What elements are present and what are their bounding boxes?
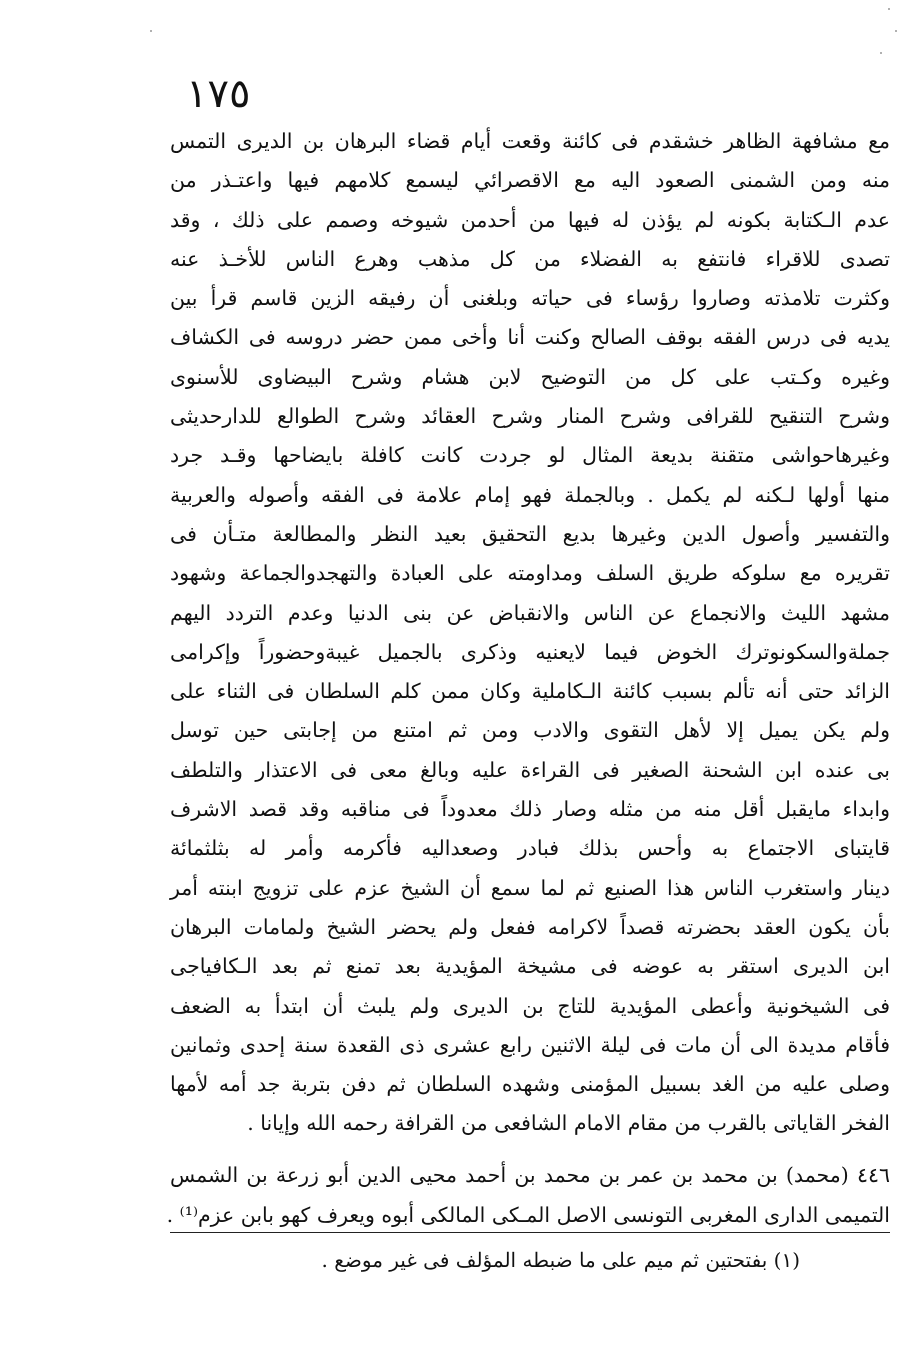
biography-entry [166, 1155, 890, 1235]
text-line: بى عنده ابن الشحنة الصغير فى القراءة عليه وبالغ معى فى الاعتذار والتلطف [170, 757, 890, 782]
main-text-block [170, 122, 890, 1144]
text-line: منها أولها لـكنه لم يكمل . وبالجملة فهو إمام علامة فى الفقه وأصوله والعربية [170, 482, 890, 507]
text-line: مشهد الليث والانجماع عن الناس والانقباض عن بنى الدنيا وعدم التردد اليهم [170, 600, 890, 625]
text-line: فأقام مديدة الى أن مات فى ليلة الاثنين رابع عشرى ذى القعدة سنة إحدى وثمانين [170, 1032, 890, 1057]
text-line: فى الشيخونية وأعطى المؤيدية للتاج بن الديرى ولم يلبث أن ابتدأ به الضعف [170, 993, 890, 1018]
text-line: يديه فى درس الفقه بوقف الصالح وكنت أنا وأخى ممن حضر دروسه فى الكشاف [170, 325, 890, 350]
text-line: الزائد حتى أنه تألم بسبب كائنة الـكاملية وكان ممن كلم السلطان فى الثناء على [170, 679, 890, 704]
text-line: وغيرهاحواشى متقنة بديعة المثال لو جردت كانت كافلة بايضاحها وقـد جرد [170, 443, 890, 468]
text-line: قايتباى الاجتماع به وأحس بذلك فبادر وصعداليه فأكرمه وأمر له بثلثمائة [170, 836, 890, 861]
text-line: تقريره مع سلوكه طريق السلف ومداومته على العبادة والتهجدوالجماعة وشهود [170, 561, 890, 586]
text-line: بأن يكون العقد بحضرته قصداً لاكرامه ففعل ولم يحضر الشيخ ولمامات البرهان [170, 914, 890, 939]
text-line: وصلى عليه من الغد بسبيل المؤمنى وشهده السلطان ثم دفن بتربة جد أمه لأمها [170, 1072, 890, 1097]
text-line: عدم الـكتابة بكونه لم يؤذن له فيها من أحدمن شيوخه وصمم على ذلك ، وقد [170, 207, 890, 232]
entry-heading-line: ٤٤٦ (محمد) بن محمد بن عمر بن محمد بن أحمد محيى الدين أبو زرعة بن الشمس [170, 1163, 890, 1187]
text-line: وابداء مايقبل أقل منه من مثله وصار ذلك معدوداً فى مناقبه وقد قصد الاشرف [170, 797, 890, 822]
text-line: وكثرت تلامذته وصاروا رؤساء فى حياته وبلغنى أن رفيقه الزين قاسم قرأ بين [170, 286, 890, 311]
text-line: تصدى للاقراء فانتفع به الفضلاء من كل مذهب وهرع الناس للأخـذ عنه [170, 246, 890, 271]
scan-speck [880, 52, 882, 54]
page-number: ١٧٥ [186, 71, 251, 117]
text-line: وغيره وكـتب على كل من التوضيح لابن هشام وشرح البيضاوى للأسنوى [170, 364, 890, 389]
text-line: الفخر القاياتى بالقرب من مقام الامام الشافعى من القرافة رحمه الله وإيانا . [247, 1111, 890, 1136]
text-line: مع مشافهة الظاهر خشقدم فى كائنة وقعت أيام قضاء البرهان بن الديرى التمس [170, 129, 890, 153]
text-line: ولم يكن يميل إلا لأهل التقوى والادب ومن ثم امتنع من إجابتى حين توسل [170, 718, 890, 743]
text-line: والتفسير وأصول الدين وغيرها بديع التحقيق بعيد النظر والمطالعة متـأن فى [170, 521, 890, 546]
text-line: وشرح التنقيح للقرافى وشرح المنار وشرح العقائد وشرح الطوالع للدارحديثى [170, 404, 890, 429]
scan-speck [888, 8, 890, 10]
footnote: (١) بفتحتين ثم ميم على ما ضبطه المؤلف فى غير موضع . [321, 1248, 800, 1272]
text-line: ابن الديرى استقر به عوضه فى مشيخة المؤيدية بعد تمنع ثم بعد الـكافياجى [170, 954, 890, 979]
text-line: جملةوالسكونوترك الخوض فيما لايعنيه وذكرى بالجميل غيبةوحضوراً وإكرامى [170, 639, 890, 664]
scan-speck [150, 30, 152, 32]
text-line: منه ومن الشمنى الصعود اليه مع الاقصرائي ليسمع كلامهم فيها واعتـذر من [170, 168, 890, 193]
entry-line: التميمى الدارى المغربى التونسى الاصل المـكى المالكى أبوه ويعرف كهو بابن عزم⁽¹⁾ . [166, 1203, 890, 1227]
scan-speck [895, 30, 897, 32]
footnote-divider [170, 1232, 890, 1233]
text-line: دينار واستغرب الناس هذا الصنيع ثم لما سمع أن الشيخ عزم على تزويج ابنته أمر [170, 875, 890, 900]
